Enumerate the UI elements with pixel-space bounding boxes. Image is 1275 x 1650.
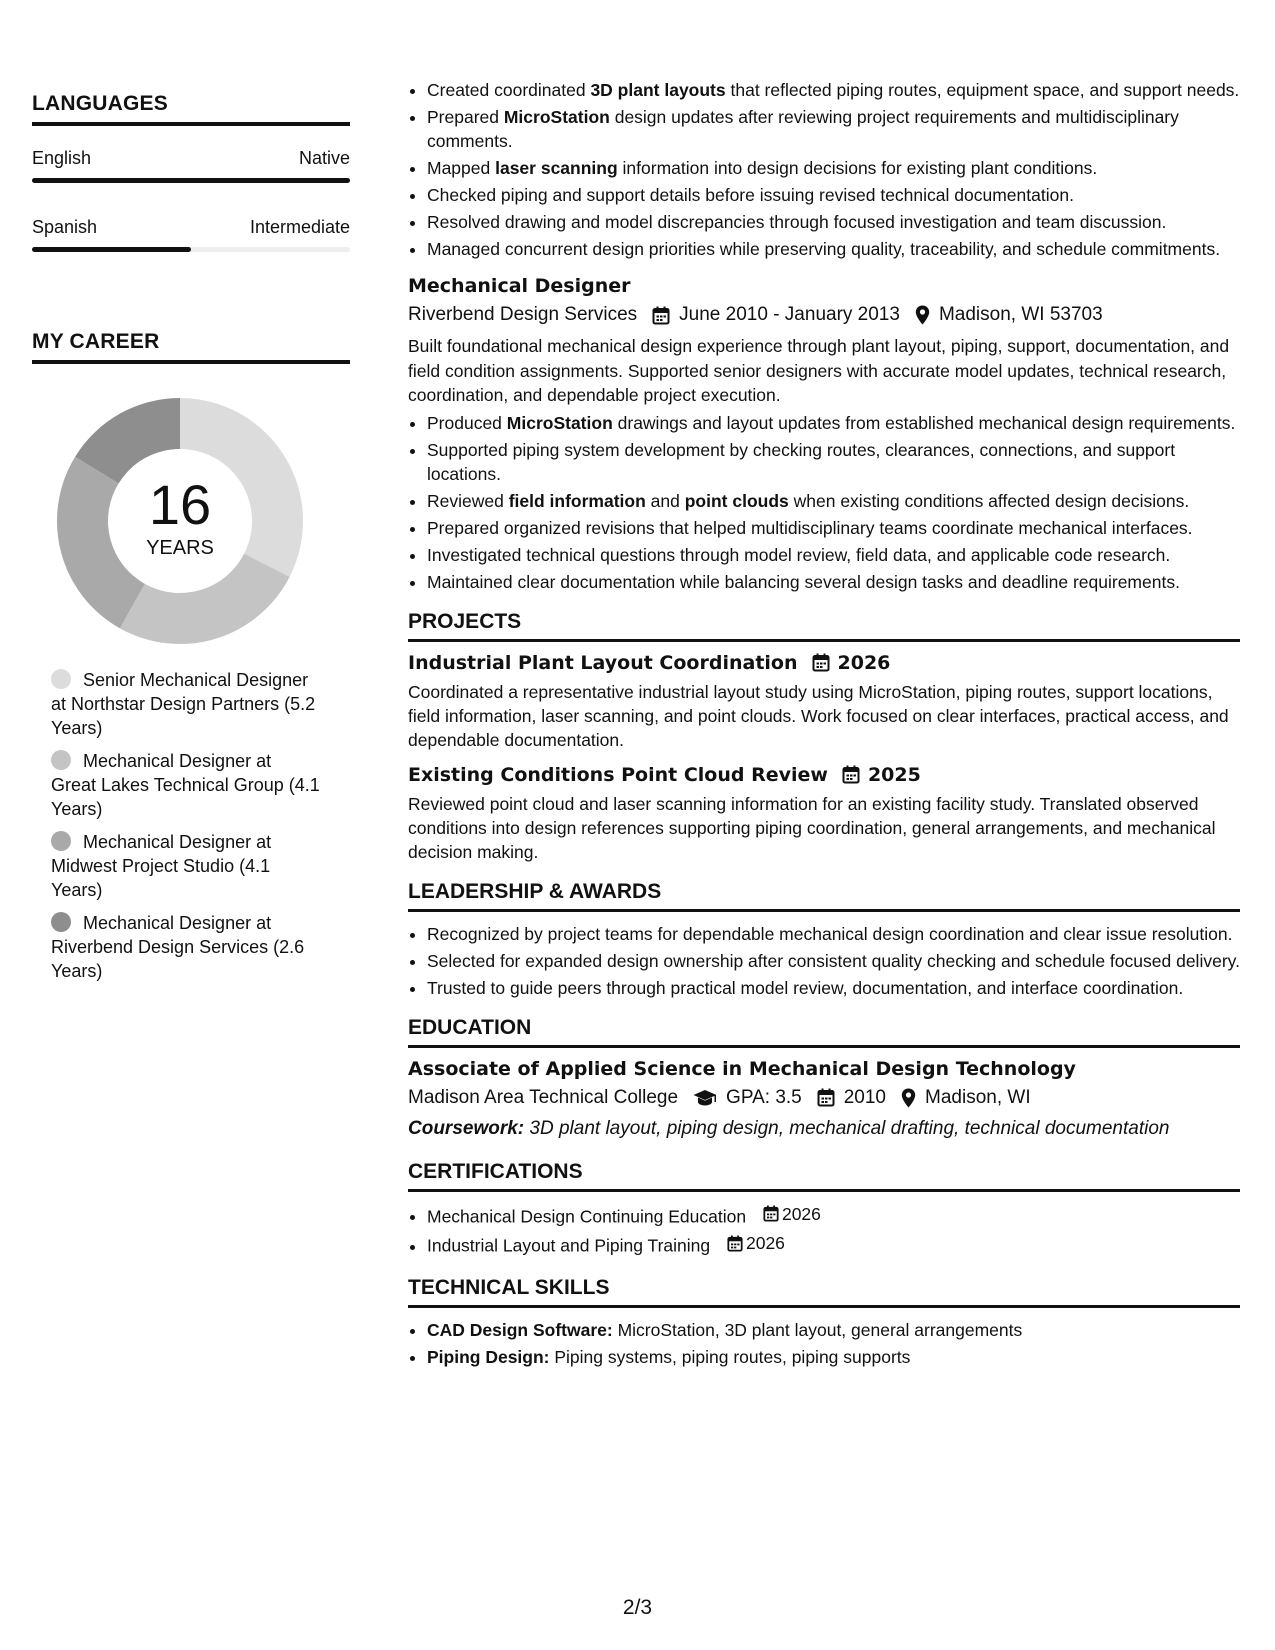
calendar-icon xyxy=(727,1235,743,1252)
career-legend-item xyxy=(51,668,321,740)
career-donut-center xyxy=(57,398,303,644)
job-meta xyxy=(408,304,1240,326)
career-total-years: 16 xyxy=(148,472,212,536)
legend-dot xyxy=(51,831,71,851)
career-legend-item xyxy=(51,749,321,821)
language-level: Native xyxy=(298,148,350,168)
education-heading: EDUCATION xyxy=(408,1016,1240,1048)
project-title: Industrial Plant Layout Coordination xyxy=(408,651,798,674)
career-legend-item xyxy=(51,830,321,902)
skill-label: CAD Design Software: xyxy=(427,1319,613,1340)
bullet-item: • Mapped laser scanning information into design decisions for existing plant conditions. xyxy=(427,156,1240,180)
calendar-icon xyxy=(652,306,670,325)
certification-item xyxy=(427,1231,1240,1258)
location-pin-icon xyxy=(915,305,930,325)
awards-heading: LEADERSHIP & AWARDS xyxy=(408,880,1240,912)
education-school: Madison Area Technical College xyxy=(408,1086,679,1108)
bullet-item: • Created coordinated 3D plant layouts that reflected piping routes, equipment space, and support needs. xyxy=(427,78,1240,102)
calendar-icon xyxy=(842,765,860,784)
language-proficiency-fill xyxy=(32,178,350,183)
education-coursework xyxy=(408,1118,1240,1140)
projects-heading: PROJECTS xyxy=(408,610,1240,642)
skill-item xyxy=(427,1345,1240,1369)
project-item xyxy=(408,764,1240,864)
sidebar xyxy=(32,92,350,992)
certifications-list xyxy=(408,1202,1240,1258)
job-bullets xyxy=(408,411,1240,594)
skill-item xyxy=(427,1318,1240,1342)
career-years-unit: YEARS xyxy=(146,536,214,559)
main-content xyxy=(408,78,1240,1372)
skills-list xyxy=(408,1318,1240,1369)
legend-dot xyxy=(51,750,71,770)
career-legend-label: Mechanical Designer at Riverbend Design Services (2.6 Years) xyxy=(51,913,305,981)
job-dates: June 2010 - January 2013 xyxy=(679,304,900,325)
certification-year: 2026 xyxy=(745,1233,785,1253)
bullet-item: • Prepared MicroStation design updates after reviewing project requirements and multidisciplinary comments. xyxy=(427,105,1240,153)
award-item: • Trusted to guide peers through practical model review, documentation, and interface coordination. xyxy=(427,976,1240,1000)
project-description: Coordinated a representative industrial layout study using MicroStation, piping routes, support locations, field information, laser scanning, and point clouds. Work focused on clear interfaces, practical access, and dependable documentation. xyxy=(408,681,1229,750)
previous-job-bullets xyxy=(408,78,1240,261)
certification-item xyxy=(427,1202,1240,1229)
calendar-icon xyxy=(763,1205,779,1222)
project-title: Existing Conditions Point Cloud Review xyxy=(408,763,828,786)
award-item: • Recognized by project teams for dependable mechanical design coordination and clear issue resolution. xyxy=(427,922,1240,946)
career-legend-item xyxy=(51,911,321,983)
certifications-heading: CERTIFICATIONS xyxy=(408,1160,1240,1192)
page-number: 2/3 xyxy=(622,1596,653,1619)
education-meta xyxy=(408,1087,1240,1109)
language-level: Intermediate xyxy=(249,217,350,237)
bullet-item: • Prepared organized revisions that helped multidisciplinary teams coordinate mechanical interfaces. xyxy=(427,516,1240,540)
job-location: Madison, WI 53703 xyxy=(938,304,1103,325)
project-year: 2025 xyxy=(867,763,921,786)
career-legend-label: Mechanical Designer at Great Lakes Technical Group (4.1 Years) xyxy=(51,751,320,819)
language-item xyxy=(32,217,350,252)
career-legend xyxy=(51,668,321,983)
skills-heading: TECHNICAL SKILLS xyxy=(408,1276,1240,1308)
language-name: Spanish xyxy=(32,217,98,237)
job-entry xyxy=(408,275,1240,594)
language-name: English xyxy=(32,148,92,168)
job-title: Mechanical Designer xyxy=(408,275,631,297)
bullet-item: • Maintained clear documentation while balancing several design tasks and deadline requirements. xyxy=(427,570,1240,594)
skill-value: MicroStation, 3D plant layout, general arrangements xyxy=(612,1319,1023,1340)
career-donut-chart xyxy=(57,398,303,644)
career-legend-label: Mechanical Designer at Midwest Project Studio (4.1 Years) xyxy=(51,832,272,900)
awards-list xyxy=(408,922,1240,1000)
coursework-label: Coursework: xyxy=(408,1117,525,1139)
bullet-item: • Investigated technical questions through model review, field data, and applicable code research. xyxy=(427,543,1240,567)
skill-label: Piping Design: xyxy=(427,1346,550,1367)
legend-dot xyxy=(51,669,71,689)
education-location: Madison, WI xyxy=(925,1086,1031,1108)
bullet-item: • Managed concurrent design priorities while preserving quality, traceability, and schedule commitments. xyxy=(427,237,1240,261)
project-item xyxy=(408,652,1240,752)
career-heading: MY CAREER xyxy=(32,330,350,364)
graduation-cap-icon xyxy=(693,1089,717,1107)
certification-year: 2026 xyxy=(781,1203,821,1224)
languages-heading: LANGUAGES xyxy=(32,92,350,126)
language-proficiency-fill xyxy=(32,247,191,252)
job-summary: Built foundational mechanical design experience through plant layout, piping, support, documentation, and field condition assignments. Supported senior designers with accurate model updates, technical research, coordination, and dependable project execution. xyxy=(408,336,1230,405)
calendar-icon xyxy=(812,653,830,672)
career-legend-label: Senior Mechanical Designer at Northstar Design Partners (5.2 Years) xyxy=(51,670,316,738)
project-year: 2026 xyxy=(837,651,891,674)
bullet-item: • Resolved drawing and model discrepancies through focused investigation and team discussion. xyxy=(427,210,1240,234)
skill-value: Piping systems, piping routes, piping supports xyxy=(549,1346,911,1367)
language-proficiency-bar xyxy=(32,247,350,252)
bullet-item: • Supported piping system development by checking routes, clearances, connections, and support locations. xyxy=(427,438,1240,486)
education-gpa: GPA: 3.5 xyxy=(726,1086,802,1108)
language-item xyxy=(32,148,350,183)
award-item: • Selected for expanded design ownership after consistent quality checking and schedule focused delivery. xyxy=(427,949,1240,973)
legend-dot xyxy=(51,912,71,932)
certification-name: Mechanical Design Continuing Education xyxy=(427,1206,747,1226)
language-proficiency-bar xyxy=(32,178,350,183)
education-year: 2010 xyxy=(843,1086,887,1108)
project-description: Reviewed point cloud and laser scanning information for an existing facility study. Translated observed conditions into design references supporting piping coordination, general arrangements, and mechanical decision making. xyxy=(408,793,1216,862)
bullet-item: • Produced MicroStation drawings and layout updates from established mechanical design requirements. xyxy=(427,411,1240,435)
bullet-item: • Reviewed field information and point clouds when existing conditions affected design decisions. xyxy=(427,489,1240,513)
location-pin-icon xyxy=(901,1088,916,1108)
coursework-text: 3D plant layout, piping design, mechanical drafting, technical documentation xyxy=(524,1117,1170,1139)
calendar-icon xyxy=(817,1088,835,1107)
certification-name: Industrial Layout and Piping Training xyxy=(427,1235,711,1256)
bullet-item: • Checked piping and support details before issuing revised technical documentation. xyxy=(427,183,1240,207)
job-company: Riverbend Design Services xyxy=(408,304,638,325)
education-degree: Associate of Applied Science in Mechanical Design Technology xyxy=(408,1057,1076,1080)
